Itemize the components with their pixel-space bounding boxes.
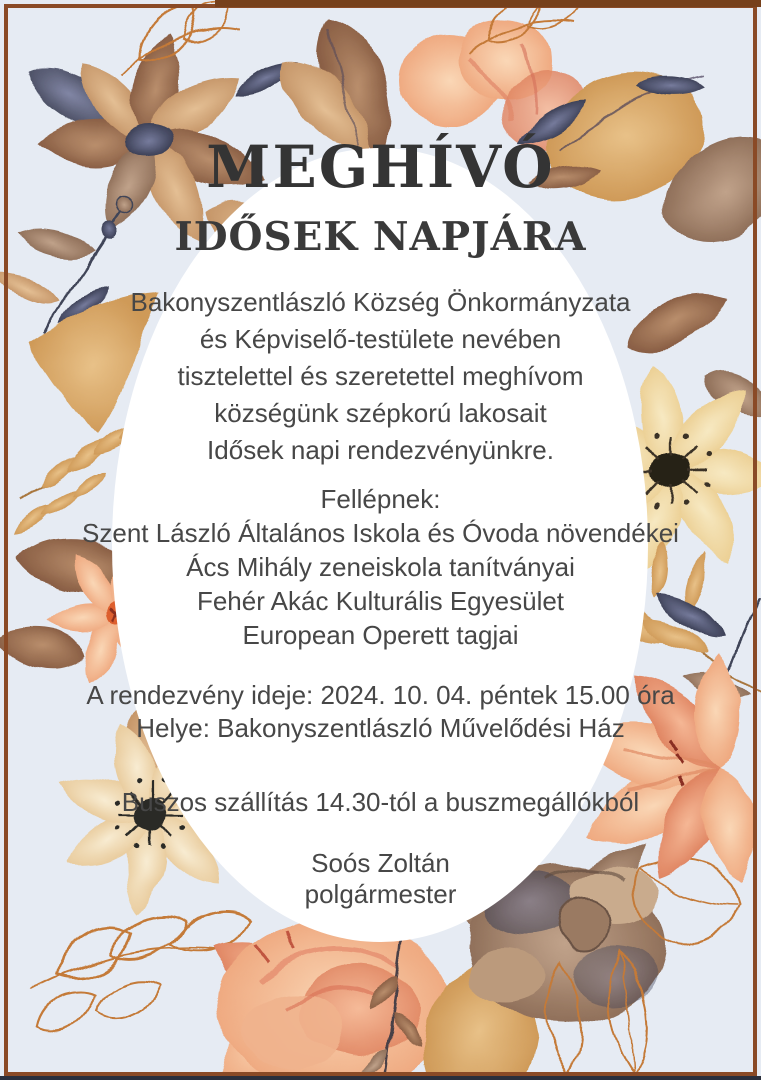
signature-block <box>10 848 751 910</box>
intro-line: és Képviselő-testülete nevében <box>199 324 562 354</box>
performer-line: Fehér Akác Kulturális Egyesület <box>196 586 565 616</box>
top-brown-bar <box>215 0 761 7</box>
invitation-text <box>10 133 751 910</box>
performer-line: Ács Mihály zeneiskola tanítványai <box>186 552 575 582</box>
poster-subtitle: IDŐSEK NAPJÁRA <box>174 214 587 260</box>
event-time-line: A rendezvény ideje: 2024. 10. 04. péntek 15.00 óra <box>86 680 675 710</box>
signatory-name: Soós Zoltán <box>311 848 450 878</box>
lineart-bottom-left <box>28 906 255 1040</box>
performer-line: European Operett tagjai <box>242 620 519 650</box>
flower-bottom-rose <box>200 917 450 1080</box>
signatory-role: polgármester <box>304 879 457 909</box>
intro-line: tisztelettel és szeretettel meghívom <box>177 361 584 391</box>
transport-line: Buszos szállítás 14.30-tól a buszmegállókból <box>121 787 640 817</box>
performers-list <box>10 482 751 652</box>
poster-title: MEGHÍVÓ <box>206 133 555 201</box>
intro-line: Idősek napi rendezvényünkre. <box>207 435 554 465</box>
intro-line: községünk szépkorú lakosait <box>214 398 547 428</box>
event-location-line: Helye: Bakonyszentlászló Művelődési Ház <box>136 713 625 743</box>
performer-line: Szent László Általános Iskola és Óvoda növendékei <box>82 518 679 548</box>
bottom-dark-bar <box>0 1076 761 1080</box>
intro-line: Bakonyszentlászló Község Önkormányzata <box>130 287 631 317</box>
intro-paragraph <box>10 284 751 469</box>
performers-heading: Fellépnek: <box>320 484 441 514</box>
event-details <box>10 679 751 745</box>
transport-note <box>10 786 751 819</box>
